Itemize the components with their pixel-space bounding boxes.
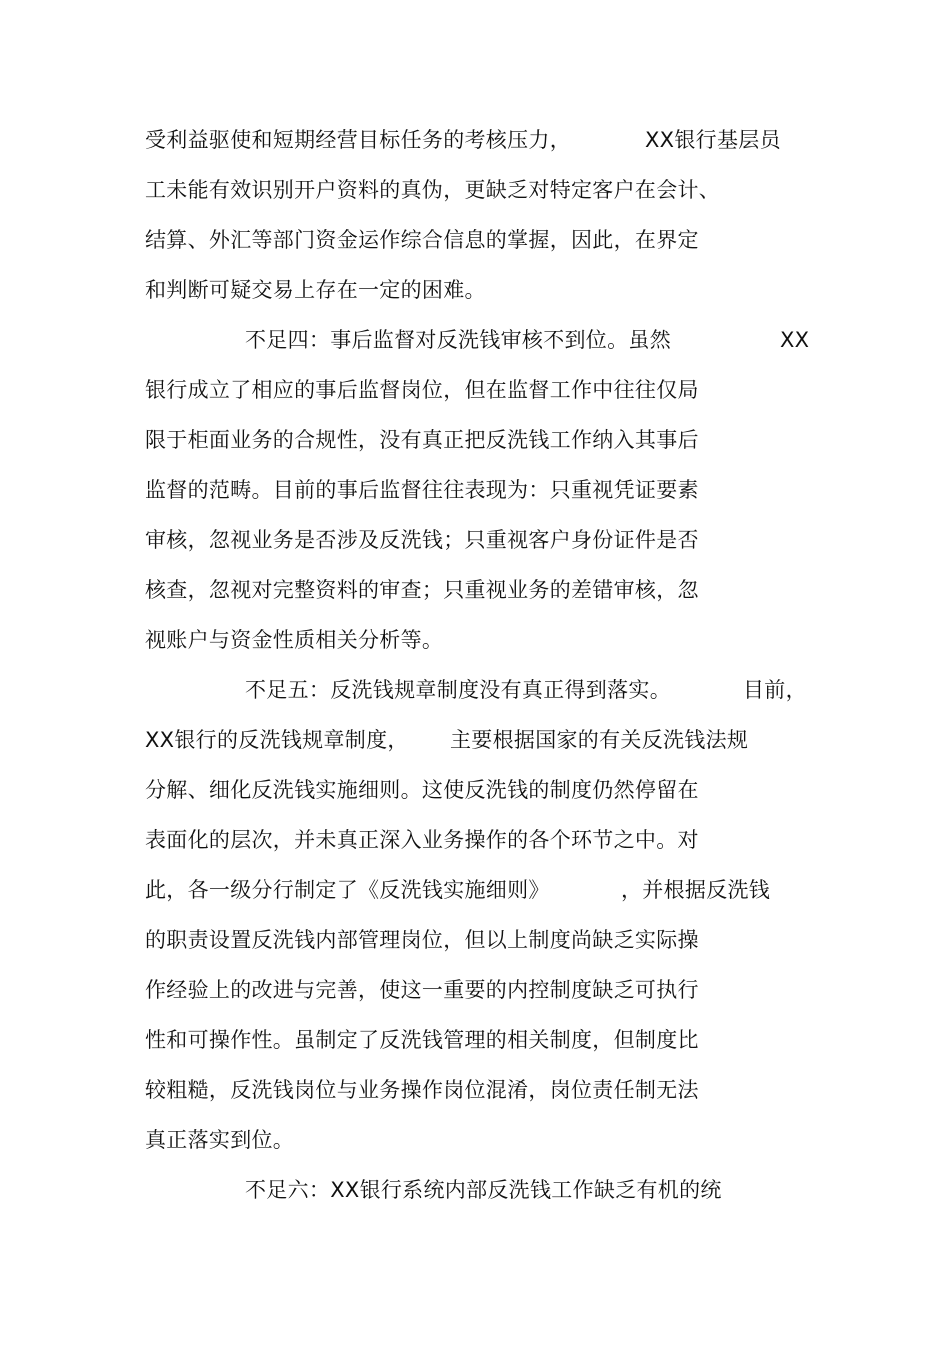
text-line: 的职责设置反洗钱内部管理岗位，但以上制度尚缺乏实际操 [145,928,699,952]
paragraph-heading: 不足五：反洗钱规章制度没有真正得到落实。 [245,678,671,702]
text-line [145,322,810,358]
text-segment: 目前， [743,678,807,702]
text-line [145,672,807,708]
paragraph-heading: 不足四：事后监督对反洗钱审核不到位。虽然 [245,328,671,352]
text-line: 核查，忽视对完整资料的审查；只重视业务的差错审核，忽 [145,578,699,602]
text-segment: XX银行的反洗钱规章制度， [145,728,409,752]
text-line: 性和可操作性。虽制定了反洗钱管理的相关制度，但制度比 [145,1028,699,1052]
text-line: 作经验上的改进与完善，使这一重要的内控制度缺乏可执行 [145,978,699,1002]
text-line [145,122,781,158]
text-line: 结算、外汇等部门资金运作综合信息的掌握，因此，在界定 [145,228,699,252]
text-line: 分解、细化反洗钱实施细则。这使反洗钱的制度仍然停留在 [145,778,699,802]
text-segment: 此，各一级分行制定了《反洗钱实施细则》 [145,878,550,902]
paragraph-heading: 不足六：XX银行系统内部反洗钱工作缺乏有机的统 [245,1178,722,1202]
text-line: 和判断可疑交易上存在一定的困难。 [145,278,486,302]
text-line: 银行成立了相应的事后监督岗位，但在监督工作中往往仅局 [145,378,699,402]
text-line: 真正落实到位。 [145,1128,295,1152]
text-line [145,722,749,758]
text-line [145,1172,722,1208]
text-segment: 受利益驱使和短期经营目标任务的考核压力， [145,128,571,152]
text-line: 表面化的层次，并未真正深入业务操作的各个环节之中。对 [145,828,699,852]
text-line: 工未能有效识别开户资料的真伪，更缺乏对特定客户在会计、 [145,178,721,202]
text-line: 监督的范畴。目前的事后监督往往表现为：只重视凭证要素 [145,478,699,502]
text-segment: 主要根据国家的有关反洗钱法规 [450,728,749,752]
text-segment: XX银行基层员 [645,128,781,152]
text-line: 视账户与资金性质相关分析等。 [145,628,444,652]
text-line: 限于柜面业务的合规性，没有真正把反洗钱工作纳入其事后 [145,428,699,452]
text-line: 审核，忽视业务是否涉及反洗钱；只重视客户身份证件是否 [145,528,699,552]
text-segment: XX [780,328,810,352]
text-segment: ，并根据反洗钱 [621,878,771,902]
text-line: 较粗糙，反洗钱岗位与业务操作岗位混淆，岗位责任制无法 [145,1078,699,1102]
text-line [145,872,771,908]
